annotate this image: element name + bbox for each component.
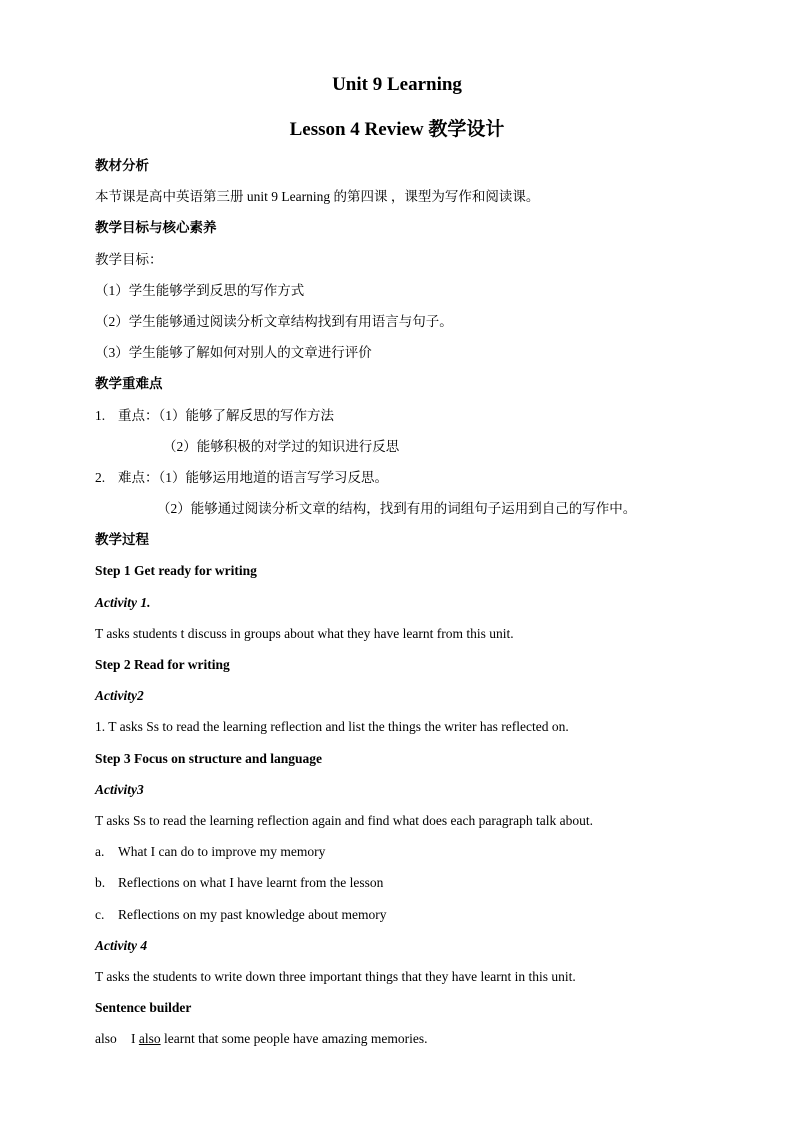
- section-heading-key-points: 教学重难点: [95, 376, 163, 391]
- step-3-heading: Step 3 Focus on structure and language: [95, 751, 323, 766]
- example-suffix: learnt that some people have amazing memories.: [160, 1031, 428, 1046]
- list-marker-c: c.: [95, 907, 105, 922]
- goals-label: 教学目标：: [95, 252, 163, 267]
- goal-item-3: （3）学生能够了解如何对别人的文章进行评价: [95, 345, 372, 360]
- difficult-points-line-2: （2）能够通过阅读分析文章的结构，找到有用的词组句子运用到自己的写作中。: [157, 501, 637, 516]
- list-item: [95, 874, 383, 892]
- list-marker-b: b.: [95, 875, 106, 890]
- lesson-title: Lesson 4 Review 教学设计: [289, 119, 505, 140]
- activity-2-text: 1. T asks Ss to read the learning reflection and list the things the writer has reflected on.: [95, 719, 569, 734]
- list-item: [95, 906, 386, 924]
- section-heading-materials: 教材分析: [95, 158, 149, 173]
- key-points-text-1: 重点：（1）能够了解反思的写作方法: [118, 408, 334, 423]
- difficult-points-number: 2.: [95, 470, 106, 485]
- activity-1-heading: Activity 1.: [95, 595, 151, 610]
- activity-1-text: T asks students t discuss in groups about what they have learnt from this unit.: [95, 626, 514, 641]
- list-text-a: What I can do to improve my memory: [118, 844, 326, 859]
- key-points-number: 1.: [95, 408, 106, 423]
- sentence-builder-heading: Sentence builder: [95, 1000, 192, 1015]
- activity-2-heading: Activity2: [95, 688, 144, 703]
- activity-4-heading: Activity 4: [95, 938, 148, 953]
- example-prefix: I: [131, 1031, 139, 1046]
- step-1-heading: Step 1 Get ready for writing: [95, 563, 257, 578]
- step-2-heading: Step 2 Read for writing: [95, 657, 230, 672]
- list-text-c: Reflections on my past knowledge about memory: [118, 907, 387, 922]
- goal-item-1: （1）学生能够学到反思的写作方式: [95, 283, 305, 298]
- activity-3-text: T asks Ss to read the learning reflection again and find what does each paragraph talk about.: [95, 813, 593, 828]
- list-marker-a: a.: [95, 844, 105, 859]
- activity-3-heading: Activity3: [95, 782, 144, 797]
- difficult-points-line-1: [95, 469, 388, 487]
- example-sentence-line: [95, 1030, 428, 1048]
- section-heading-process: 教学过程: [95, 532, 149, 547]
- key-points-line-2: （2）能够积极的对学过的知识进行反思: [163, 439, 400, 454]
- section-heading-goals: 教学目标与核心素养: [95, 220, 217, 235]
- key-points-line-1: [95, 407, 334, 425]
- goal-item-2: （2）学生能够通过阅读分析文章结构找到有用语言与句子。: [95, 314, 453, 329]
- list-item: [95, 843, 325, 861]
- activity-4-text: T asks the students to write down three important things that they have learnt in this unit.: [95, 969, 576, 984]
- materials-text: 本节课是高中英语第三册 unit 9 Learning 的第四课 ，课型为写作和阅读课。: [95, 189, 540, 204]
- unit-title: Unit 9 Learning: [332, 74, 462, 95]
- example-keyword: also: [95, 1031, 117, 1046]
- list-text-b: Reflections on what I have learnt from the lesson: [118, 875, 384, 890]
- difficult-points-text-1: 难点：（1）能够运用地道的语言写学习反思。: [118, 470, 388, 485]
- example-underlined-word: also: [138, 1031, 161, 1046]
